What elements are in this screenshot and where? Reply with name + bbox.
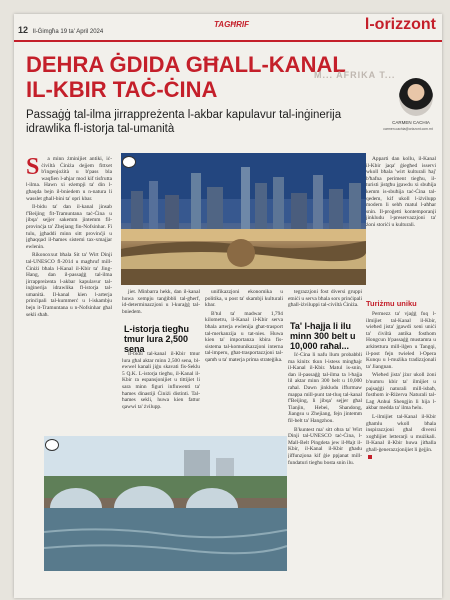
header-divider (14, 40, 442, 42)
grand-canal-city-photo (121, 153, 366, 285)
col4-para-3: B'kuntest ma' sitt oħra ta' Wirt Dinji tal-UNESCO taċ-Ċina, l-Mall-Belt Pingdeta jew il-Ħajt il-Kbir, il-Kanal il-Kbir għadu jiffunzjona kif ġie ppjanat mill-fundaturi tiegħu bosta snin ilu. (288, 426, 362, 466)
section-tag: TAGĦRIF (214, 20, 249, 29)
masthead: l-orizzont (364, 16, 436, 33)
col1-para-3: Rikonoxxut bħala Sit ta' Wirt Dinji tal-UNESCO fl-2014 u magħruf mill-Ċiniżi bħala l-Kanal il-Kbir ta' Jing-Hang, dan il-passaġġ tal-ilma jirrappreżenta l-akbar kapulavur tal-inġinerija idrawlika fl-istorja tal-umanità. Il-kanal kien l-arterja prinċipali tal-kummerċ u l-iskambju bejn it-Tramuntana u n-Nofsinhar għal sekli sħaħ. (26, 252, 112, 318)
col5-para-1: Apparti dan kollu, il-Kanal il-Kbir jaqa' ġiegħed isservi wkoll bħala 'wirt kulturali ħaj' b'ħafna periment tiegħu, il-turisti jistgħu jgawdu xi sbuħija kemm is-sbuħija taċ-Ċina tal-qedem, kif ukoll l-iżvilupp modern li sehħ matul l-aħħar snin. Il-proġetti kontemporanji jinkludu l-preservazzjoni ta' żoni storiċi u kulturali. (366, 156, 436, 228)
col1-para-1: a minn żminijiet antiki, iċ-ċiviltà Ċiniża dejjem fittxet b'ingenjożità u b'pass bla waqfien l-aħjar mod kif tisfrutta l-ilma. Hawn xi eżempji ta' din l-għaqda bejn il-bniedem u n-natura li wasslet għall-bini ta' opri kbar. (26, 156, 112, 202)
col5b-para-2: Wieħed jista' jżur ukoll żoni b'numru kbir ta' ilmijiet u pajsaġġi naturali mill-isbaħ, fosthom ir-Riżerva Naturali tal-Lag Anhui Shengjin li hija l-akbar medda ta' ilma ħelu. (366, 372, 436, 412)
article-end-mark (368, 455, 372, 459)
col2-para-2: Il-bidu tal-kanal il-Kbir tmur lura għal aktar minn 2,500 sena, bl-ewwel kanali jiġu skavati fis-Seklu 5 Q.K. L-istorja tiegħu, il-Kanal il-Kbir ra espansjonijiet u tittijiet li sara minn figuri influwenti ta' ħames dinastiji Ċiniżi distinti. Tal-ħames sekli, huwa kien fattur qawwi ta' żvilupp. (122, 351, 200, 410)
issue-date: Il-Ġimgħa 19 ta' April 2024 (32, 29, 104, 35)
column-5 (366, 311, 436, 591)
column-3 (205, 289, 283, 435)
newspaper-page (14, 14, 442, 598)
page-header (14, 14, 442, 40)
drop-cap: S (26, 156, 40, 180)
page-number: 12 (18, 25, 29, 35)
col2-para-1: jiet. Minbarra hekk, dan il-kanal huwa xempju tanġibbli tal-għerf, id-determinazzjoni u l-kuraġġ tal-bniedem. (122, 289, 200, 315)
author-name: CARMEN CACHIA (392, 120, 430, 125)
article-subhead: Passaġġ tal-ilma jirrappreżenta l-akbar kapulavur tal-inġinerija idrawlika fl-istorja tal-umanità (26, 109, 342, 135)
column-1 (26, 156, 112, 448)
author-avatar (399, 78, 433, 116)
col5b-para-1: Permezz ta' vjaġġ fuq l-ilmijiet tal-Kanal il-Kbir, wieħed jista' jgawdi xeni uniċi ta' ċiviltà antika fosthom Hongcun b'passaġġ mustamra u arkitettura mill-ilġen u Tangqi, il-post fejn twieled l-Opera Kunqu u l-mużika tradizzjonali ta' Jiangnan. (366, 311, 436, 370)
canal-bridge-photo (44, 436, 287, 571)
ghost-text: M... AFRIKA T... (314, 70, 396, 80)
page-info (18, 25, 103, 35)
column-5-top (366, 156, 436, 296)
column-4-top (288, 289, 362, 319)
column-2 (122, 351, 200, 435)
city-skyline-illustration (121, 153, 366, 285)
subtitle-unique-tourism: Turiżmu uniku (366, 299, 417, 308)
col4-para-2: Iċ-Ċina li nafu llum probabbli ma kinitx tkun l-istess mingħajr il-Kanal il-Kbir. Matul is-snin, dan il-passaġġ tal-ilma ta l-ħajja lil aktar minn 300 belt u 10,000 raħal. Dawn jinkludu iffurmaw mappa mill-punt tat-tluq tal-kanal f'Beijing, li jibqa' sejjer għal Tianjin, Hebei, Shandong, Jiangsu u Zhejiang, fejn jintemm fil-belt ta' Hangzhou. (288, 352, 362, 424)
logo-icon (122, 156, 136, 168)
col1-para-2: Il-bidu ta' dan il-kanal jinsab f'Beijing fit-Tramuntana taċ-Ċina u jibqa' sejjer sakemm jintemm fil-provinċja ta' Zhejiang fin-Nofsinhar. Fi tulu, jgħaddi minn sitt provinċji u jgħaqqad il-ħames sistemi tax-xmajjar ewlenin. (26, 204, 112, 250)
caption-history: L-istorja tiegħu tmur lura 2,500 sena (124, 324, 189, 354)
author-email: carmen.cachia@orizzont.com.mt (383, 127, 433, 131)
logo-icon-2 (45, 439, 59, 451)
col5b-para-3: L-ilmijiet tal-Kanal il-Kbir għamlu wkoll bħala inspirazzjoni għal diversi xogħlijiet letterarji u mużikali. Il-Kanal il-Kbir huwa jitħalla għall-ġenerazzjonijiet li ġejjin. (366, 413, 436, 453)
col4-para-1: tegrazzjoni fost diversi gruppi etniċi u serva bħala sors prinċipali għall-iżviluppi tal-civiltà Ċiniża. (288, 289, 362, 309)
col3-para-1: unifikazzjoni ekonomika u politika, u post ta' skambji kulturali kbar. (205, 289, 283, 309)
column-4 (288, 352, 362, 590)
caption-towns: Ta' l-hajja li ilu minn 300 belt u 10,000 raħal... (290, 321, 356, 351)
bridge-illustration (44, 436, 287, 571)
col3-para-2: B'tul ta' madwar 1,794 kilometru, il-Kanal il-Kbir serva bħala arterja ewlenija għat-trasport tal-merkanzija u tat-nies. Huwa kien ta' importanza kbira fis-sistema tal-komunikazzjoni interna tal-imperu, għat-trasportazzjoni tal-qamħ u ta' materja prima strateġika. (205, 310, 283, 363)
article-headline: DEHRA ĠDIDA GĦALL-KANAL IL-KBIR TAĊ-ĊINA (26, 52, 346, 102)
